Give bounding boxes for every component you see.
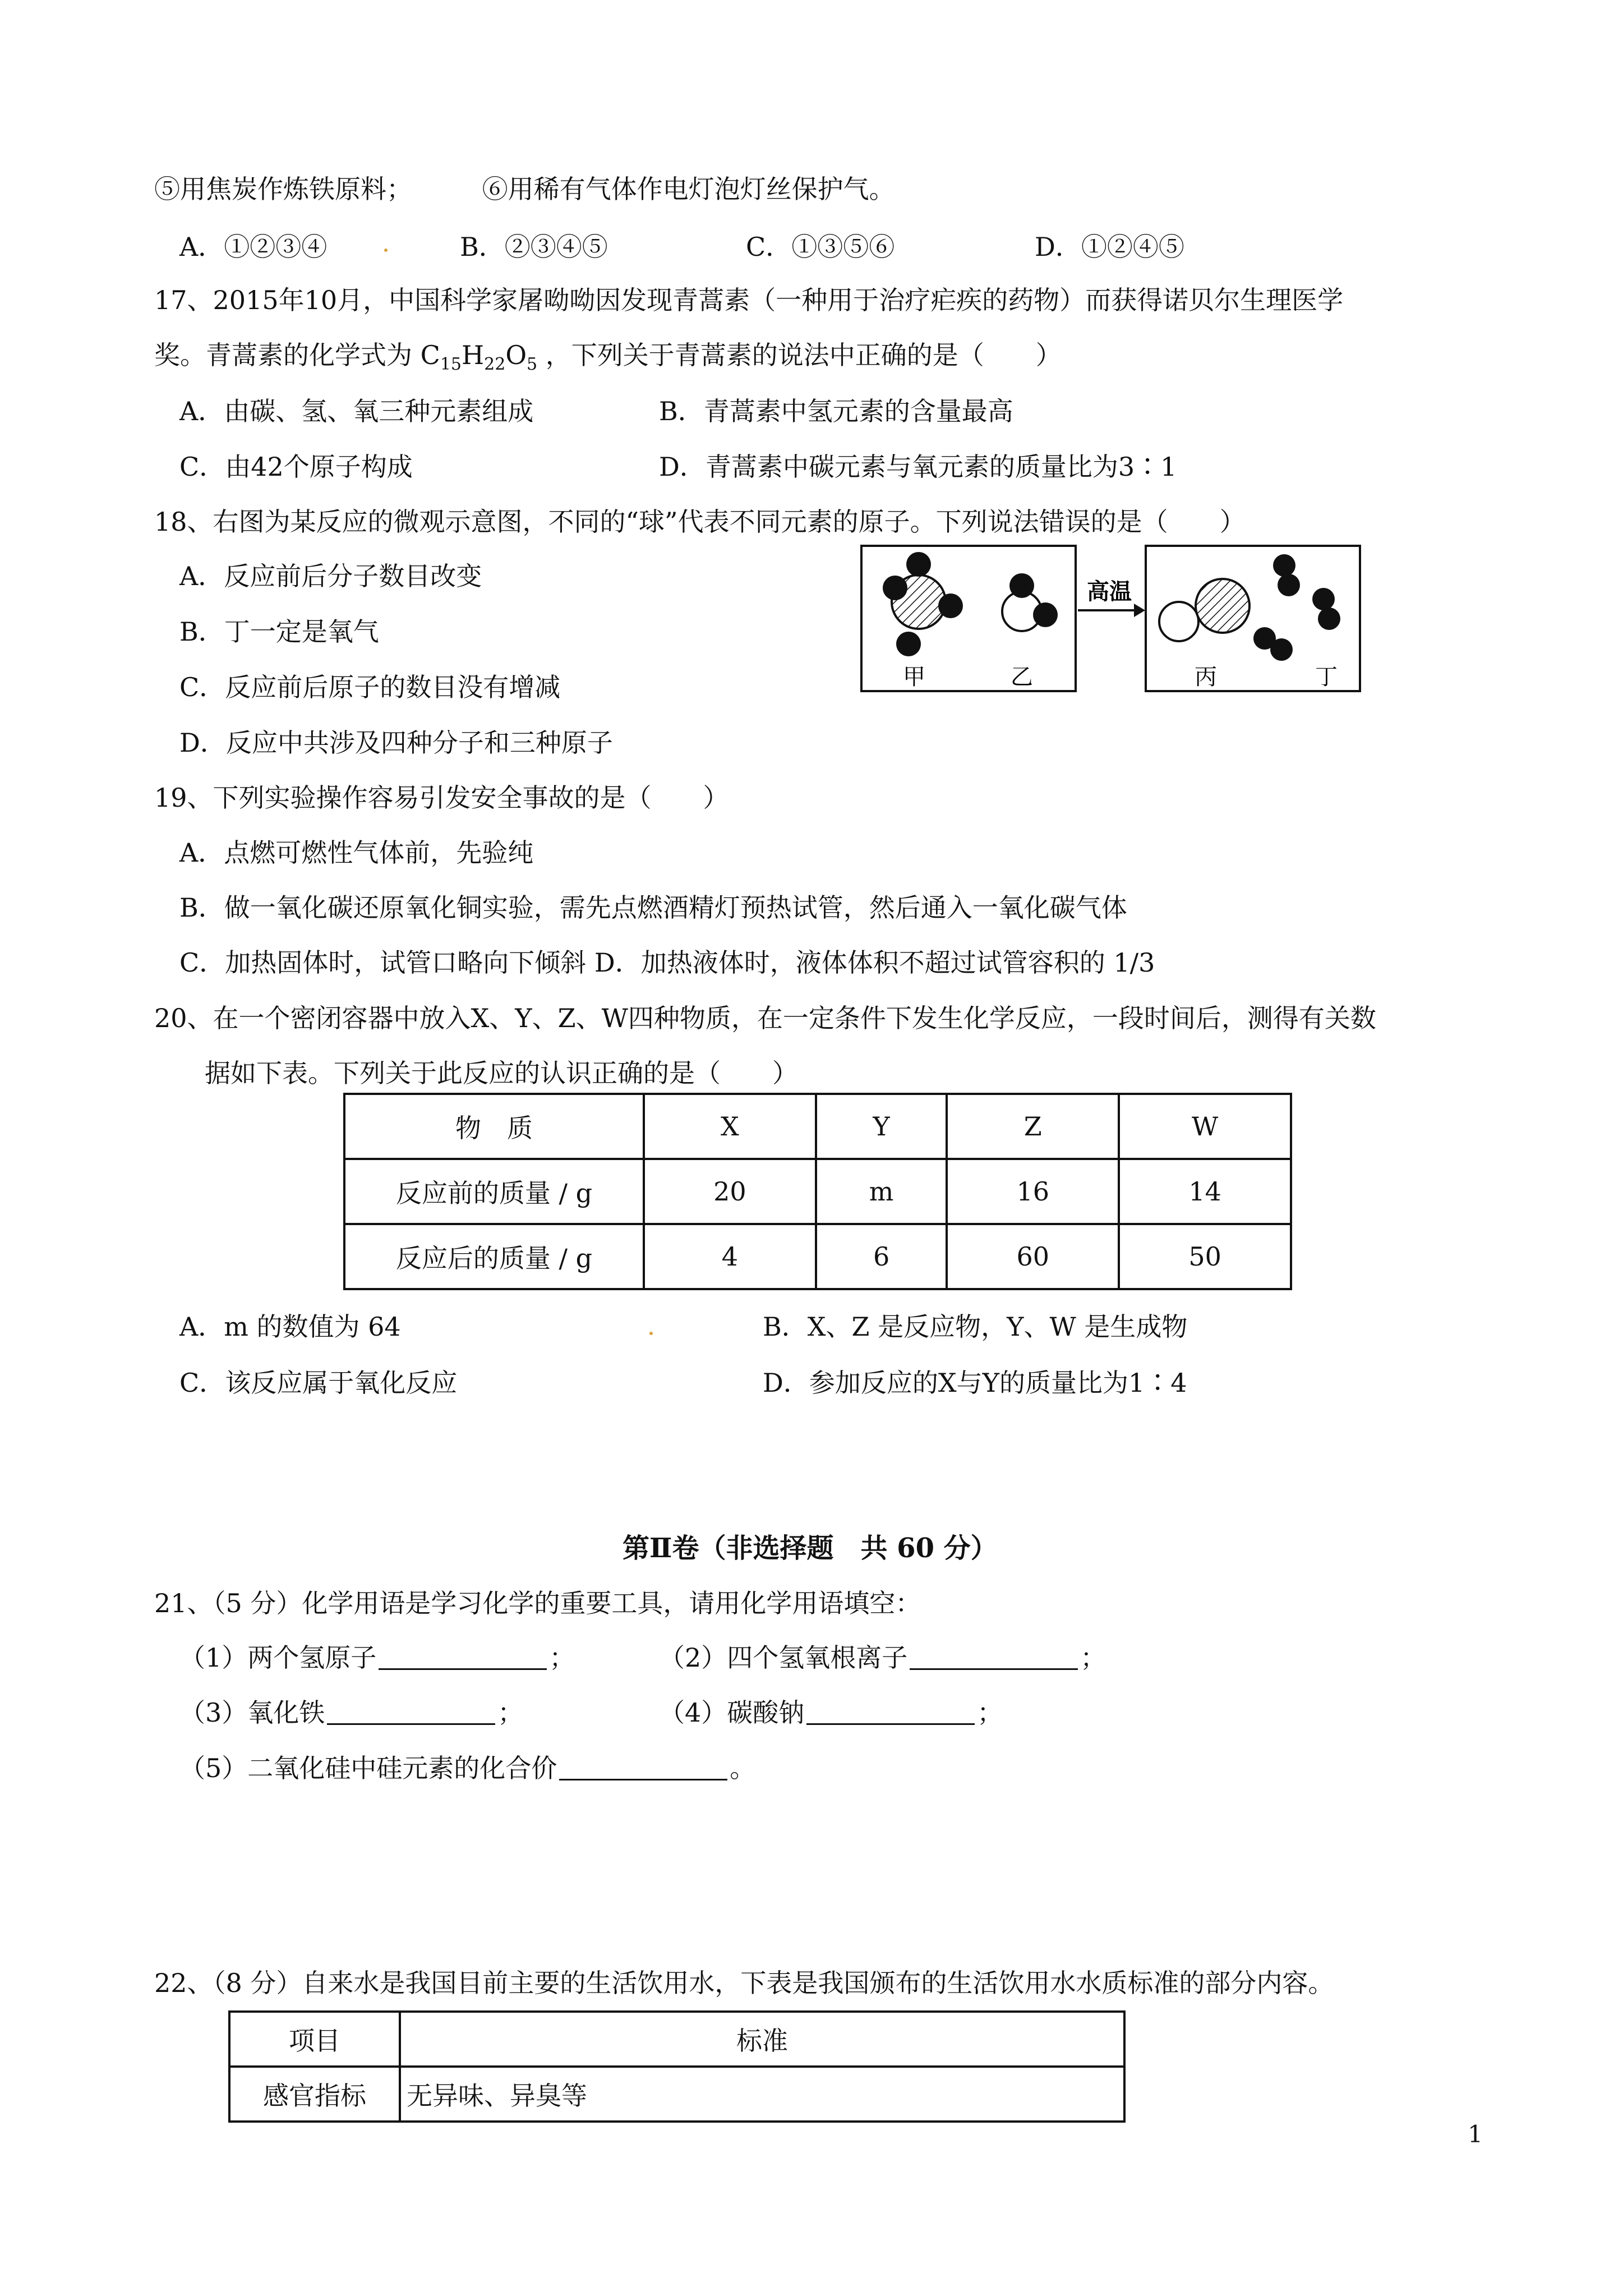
table-header-cell: X: [644, 1094, 816, 1159]
q21-item-4: （4）碳酸钠 ；: [659, 1697, 1003, 1728]
answer-blank[interactable]: [806, 1699, 975, 1725]
q20-option-c: C．该反应属于氧化反应: [179, 1368, 458, 1398]
answer-blank[interactable]: [327, 1699, 495, 1725]
molecule-jia-icon: [883, 552, 963, 656]
q16-option-a: A．①②③④: [179, 232, 328, 262]
table-header-row: [344, 1094, 1291, 1159]
q20-option-b: B．X、Z 是反应物，Y、W 是生成物: [763, 1312, 1188, 1342]
label-ding: 丁: [1315, 664, 1338, 690]
table-cell: 20: [644, 1159, 816, 1224]
q17-option-c: C．由42个原子构成: [179, 452, 413, 482]
molecule-bing-icon: [1159, 579, 1249, 641]
q21-item-5: （5）二氧化硅中硅元素的化合价 。: [179, 1753, 756, 1783]
table-row: [344, 1159, 1291, 1224]
table-cell: 6: [816, 1224, 947, 1289]
table-cell: 4: [644, 1224, 816, 1289]
page-number: 1: [1468, 2120, 1483, 2148]
reaction-diagram: [858, 543, 1363, 694]
table-row: [344, 1224, 1291, 1289]
q21-item-3: （3）氧化铁 ；: [179, 1697, 524, 1728]
table-header-cell: 标准: [400, 2012, 1124, 2067]
q18-option-a: A．反应前后分子数目改变: [179, 561, 482, 591]
table-row: [229, 2067, 1124, 2122]
table-cell: 50: [1119, 1224, 1291, 1289]
q17-option-a: A．由碳、氢、氧三种元素组成: [179, 396, 534, 426]
table-header-cell: Z: [947, 1094, 1119, 1159]
q19-option-a: A．点燃可燃性气体前，先验纯: [179, 838, 534, 868]
stray-dot: [649, 1332, 653, 1335]
q16-option-c: C．①③⑤⑥: [746, 232, 895, 262]
answer-blank[interactable]: [559, 1754, 727, 1780]
table-header-cell: 项目: [229, 2012, 400, 2067]
q22-stem: 22、（8 分）自来水是我国目前主要的生活饮用水，下表是我国颁布的生活饮用水水质标准的部分内容。: [154, 1968, 1334, 1998]
q17-option-d: D．青蒿素中碳元素与氧元素的质量比为3∶1: [659, 452, 1177, 482]
stray-dot: [384, 249, 388, 252]
table-cell: 14: [1119, 1159, 1291, 1224]
table-header-cell: Y: [816, 1094, 947, 1159]
q17-stem-line1: 17、2015年10月，中国科学家屠呦呦因发现青蒿素（一种用于治疗疟疾的药物）而获得诺贝尔生理医学: [154, 285, 1344, 315]
label-bing: 丙: [1195, 664, 1217, 690]
table-header-cell: 物 质: [344, 1094, 644, 1159]
molecule-yi-icon: [1002, 573, 1058, 631]
q21-stem: 21、（5 分）化学用语是学习化学的重要工具，请用化学用语填空：: [154, 1588, 921, 1618]
answer-blank[interactable]: [379, 1644, 547, 1670]
table-header-cell: W: [1119, 1094, 1291, 1159]
table-cell: 反应前的质量 / g: [344, 1159, 644, 1224]
table-cell: 反应后的质量 / g: [344, 1224, 644, 1289]
q19-stem: 19、下列实验操作容易引发安全事故的是（ ）: [154, 783, 729, 813]
q20-option-d: D．参加反应的X与Y的质量比为1∶4: [763, 1368, 1187, 1398]
table-header-row: [229, 2012, 1124, 2067]
q17-option-b: B．青蒿素中氢元素的含量最高: [659, 396, 1013, 426]
q20-stem-line2: 据如下表。下列关于此反应的认识正确的是（ ）: [205, 1058, 798, 1088]
table-cell: 无异味、异臭等: [400, 2067, 1124, 2122]
q18-option-c: C．反应前后原子的数目没有增减: [179, 672, 561, 702]
table-cell: 16: [947, 1159, 1119, 1224]
table-cell: 60: [947, 1224, 1119, 1289]
table-cell: 感官指标: [229, 2067, 400, 2122]
q20-option-a: A．m 的数值为 64: [179, 1312, 401, 1342]
q19-option-cd: C．加热固体时，试管口略向下倾斜 D．加热液体时，液体体积不超过试管容积的 1/3: [179, 947, 1155, 978]
reaction-condition: 高温: [1087, 579, 1132, 605]
arrow-icon: [1134, 604, 1145, 617]
q16-item-5: ⑤用焦炭作炼铁原料；: [154, 174, 412, 204]
q16-item-6: ⑥用稀有气体作电灯泡灯丝保护气。: [482, 174, 895, 204]
q20-stem-line1: 20、在一个密闭容器中放入X、Y、Z、W四种物质，在一定条件下发生化学反应，一段时间后，测得有关数: [154, 1003, 1376, 1033]
q18-option-d: D．反应中共涉及四种分子和三种原子: [179, 728, 613, 758]
molecule-ding-icon: [1253, 554, 1340, 661]
q18-stem: 18、右图为某反应的微观示意图，不同的“球”代表不同元素的原子。下列说法错误的是（ ）: [154, 507, 1246, 537]
q19-option-b: B．做一氧化碳还原氧化铜实验，需先点燃酒精灯预热试管，然后通入一氧化碳气体: [179, 892, 1127, 923]
q16-line: [154, 172, 895, 206]
q16-option-d: D．①②④⑤: [1035, 232, 1184, 262]
label-yi: 乙: [1011, 664, 1033, 690]
q20-table: [343, 1093, 1292, 1290]
table-cell: m: [816, 1159, 947, 1224]
q22-table: [228, 2010, 1126, 2123]
q17-stem-line2: 奖。青蒿素的化学式为 $C_{15}H_{22}O_5$ ，下列关于青蒿素的说法中正确的是（ ）: [154, 340, 1062, 374]
q18-option-b: B．丁一定是氧气: [179, 616, 379, 647]
answer-blank[interactable]: [910, 1644, 1078, 1670]
q16-option-b: B．②③④⑤: [460, 232, 608, 262]
q21-item-1: （1）两个氢原子 ；: [179, 1642, 575, 1673]
q21-item-2: （2）四个氢氧根离子 ；: [659, 1642, 1106, 1673]
label-jia: 甲: [903, 664, 925, 690]
section-title: 第Ⅱ卷（非选择题 共 60 分）: [623, 1533, 998, 1564]
